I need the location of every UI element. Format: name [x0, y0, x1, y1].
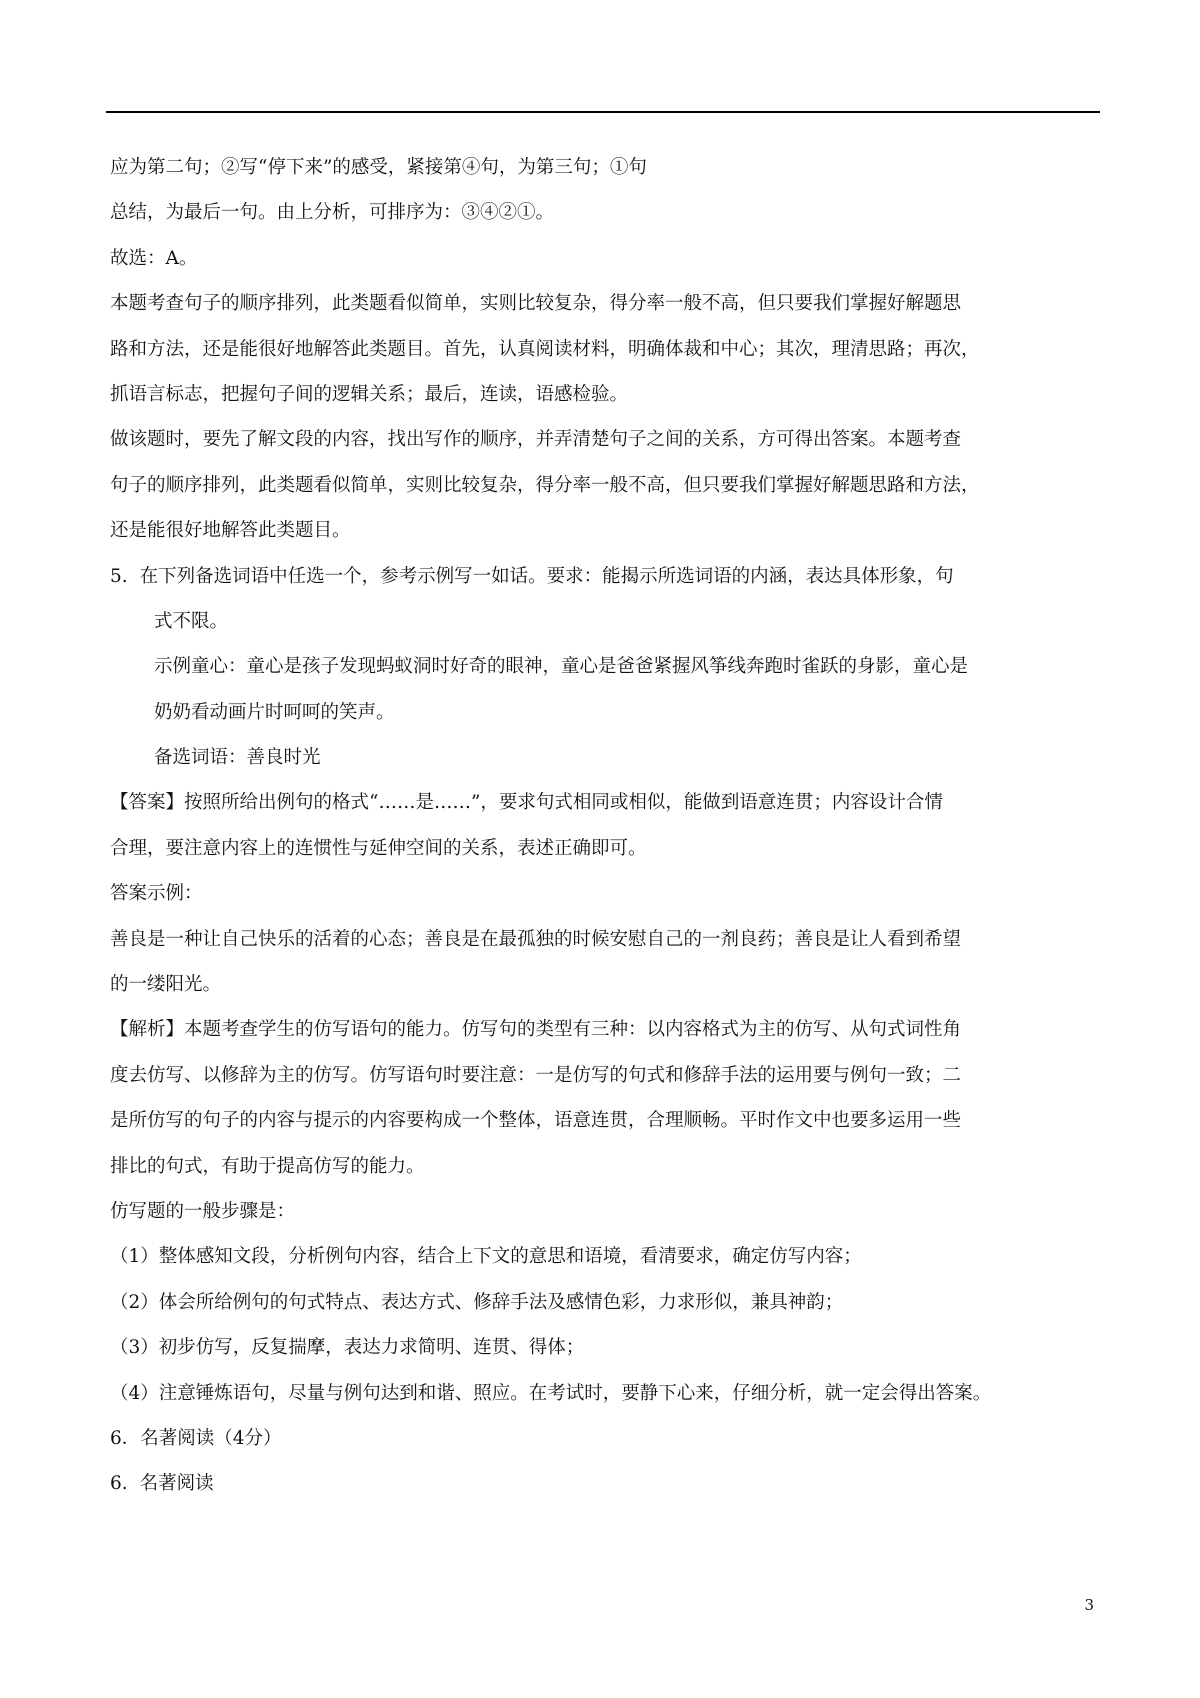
question-text: 名著阅读 — [139, 1473, 214, 1495]
step-item: （4）注意锤炼语句，尽量与例句达到和谐、照应。在考试时，要静下心来，仔细分析，就一定会得出答案。 — [110, 1382, 992, 1404]
text-line: 仿写题的一般步骤是： — [110, 1200, 296, 1222]
text-line: 路和方法，还是能很好地解答此类题目。首先，认真阅读材料，明确体裁和中心；其次，理清思路；再次， — [110, 338, 980, 360]
text-line: 应为第二句；②写“停下来”的感受，紧接第④句，为第三句；①句 — [110, 157, 647, 178]
page-content — [110, 145, 1098, 1507]
step-item: （2）体会所给例句的句式特点、表达方式、修辞手法及感情色彩，力求形似，兼具神韵； — [110, 1291, 844, 1313]
step-item: （3）初步仿写，反复揣摩，表达力求简明、连贯、得体； — [110, 1337, 585, 1359]
text-line: 式不限。 — [154, 610, 229, 632]
text-line: 是所仿写的句子的内容与提示的内容要构成一个整体，语意连贯，合理顺畅。平时作文中也要多运用一些 — [110, 1110, 962, 1132]
text-line: 做该题时，要先了解文段的内容，找出写作的顺序，并弄清楚句子之间的关系，方可得出答案。本题考查 — [110, 429, 962, 451]
text-line: 的一缕阳光。 — [110, 974, 222, 996]
text-line: 示例童心：童心是孩子发现蚂蚁洞时好奇的眼神，童心是爸爸紧握风筝线奔跑时雀跃的身影，童心是 — [154, 656, 969, 678]
text-line: 句子的顺序排列，此类题看似简单，实则比较复杂，得分率一般不高，但只要我们掌握好解题思路和方法， — [110, 474, 980, 496]
text-line: 本题考查句子的顺序排列，此类题看似简单，实则比较复杂，得分率一般不高，但只要我们掌握好解题思 — [110, 293, 962, 315]
text-line: 善良是一种让自己快乐的活着的心态；善良是在最孤独的时候安慰自己的一剂良药；善良是让人看到希望 — [110, 928, 962, 950]
text-line: 答案示例： — [110, 883, 203, 905]
answer-line: 【答案】按照所给出例句的格式“……是……”，要求句式相同或相似，能做到语意连贯；内容设计合情 — [110, 792, 943, 814]
header-rule — [106, 111, 1100, 113]
text-line: 度去仿写、以修辞为主的仿写。仿写语句时要注意：一是仿写的句式和修辞手法的运用要与例句一致；二 — [110, 1064, 962, 1086]
text-line: 合理，要注意内容上的连惯性与延伸空间的关系，表述正确即可。 — [110, 837, 647, 859]
text-line: 故选：A。 — [110, 247, 198, 269]
question-5-line — [110, 554, 1098, 599]
question-6-line — [110, 1461, 1098, 1506]
page-number: 3 — [1084, 1596, 1094, 1614]
text-line: 备选词语：善良时光 — [154, 747, 321, 769]
step-item: （1）整体感知文段，分析例句内容，结合上下文的意思和语境，看清要求，确定仿写内容； — [110, 1246, 862, 1268]
text-line: 抓语言标志，把握句子间的逻辑关系；最后，连读，语感检验。 — [110, 383, 629, 405]
text-line: 奶奶看动画片时呵呵的笑声。 — [154, 701, 395, 723]
text-line: 还是能很好地解答此类题目。 — [110, 520, 351, 542]
question-number: 5. — [110, 565, 128, 587]
text-line: 排比的句式，有助于提高仿写的能力。 — [110, 1155, 425, 1177]
text-line: 总结，为最后一句。由上分析，可排序为：③④②①。 — [110, 202, 555, 224]
analysis-line: 【解析】本题考查学生的仿写语句的能力。仿写句的类型有三种：以内容格式为主的仿写、从句式词性角 — [110, 1019, 962, 1041]
question-text: 在下列备选词语中任选一个，参考示例写一如话。要求：能揭示所选词语的内涵，表达具体形象，句 — [139, 565, 954, 587]
question-number: 6. — [110, 1473, 128, 1495]
section-heading: 6．名著阅读（4分） — [110, 1427, 282, 1449]
